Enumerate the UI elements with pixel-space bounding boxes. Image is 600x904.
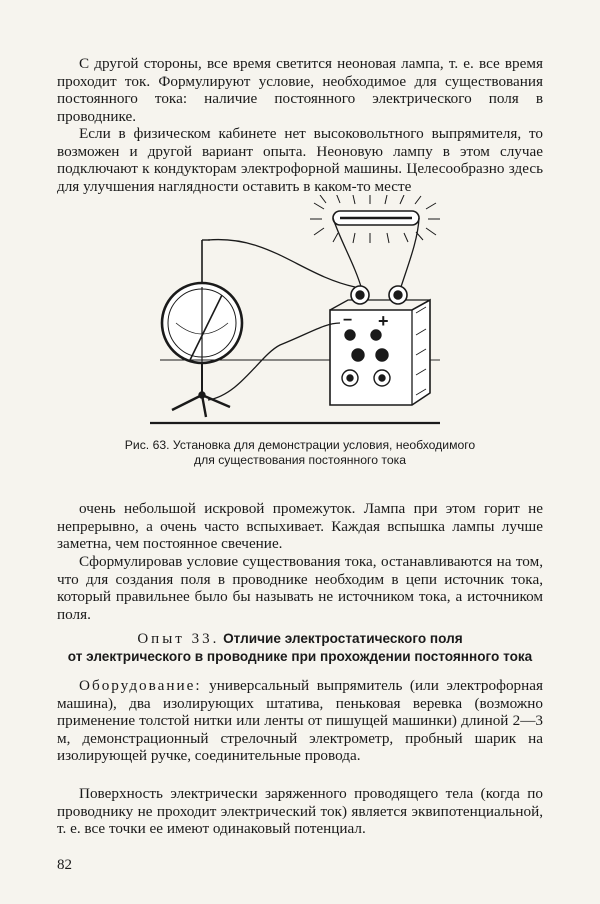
experiment-title-line2: от электрического в проводнике при прохождении постоянного тока [67,649,533,664]
rectifier-box [330,286,430,405]
experiment-title-line1: Отличие электростатического поля [223,631,463,646]
figure-63-illustration [150,195,440,430]
page-number: 82 [57,857,72,873]
figure-caption: Рис. 63. Установка для демонстрации условия, необходимого для существования постоянного тока [124,438,476,467]
plus-sign: + [378,311,389,331]
equipment-label: Оборудование: [79,677,202,694]
paragraph-spark-gap: очень небольшой искровой промежуток. Лампа при этом горит не непрерывно, а очень часто вспыхивает. Каждая вспышка лампы лучше заметна, чем постоянное свечение. [57,500,543,552]
minus-sign: − [343,312,353,329]
experiment-heading [50,630,550,666]
equipment-list: универсальный выпрямитель (или электрофорная машина), два изолирующих штатива, пеньковая веревка (возможно применение толстой нитки или ленты от пишущей машинки) длиной 2—3 м, демонстрационный стрелочный электрометр, пробный шарик на изолирующей ручке, соединительные провода. [57,677,543,764]
paragraph-constant-current-condition: С другой стороны, все время светится неоновая лампа, т. е. все время проходит ток. Формулируют условие, необходимое для существования постоянного тока: наличие постоянного электрического поля в проводнике. [57,55,543,125]
paragraph-equipotential: Поверхность электрически заряженного проводящего тела (когда по проводнику не проходит электрический ток) является эквипотенциальной, т. е. все точки ее имеют одинаковый потенциал. [57,785,543,837]
paragraph-field-source: Сформулировав условие существования тока, останавливаются на том, что для создания поля в проводнике необходим в цепи источник тока, который правильнее было бы называть не источником тока, а источником поля. [57,553,543,623]
paragraph-alternative-experiment: Если в физическом кабинете нет высоковольтного выпрямителя, то возможен и другой вариант опыта. Неоновую лампу в этом случае подключают к кондукторам электрофорной машины. Целесообразно здесь для улучшения наглядности оставить в каком-то месте [57,125,543,195]
paragraph-equipment [57,677,543,765]
neon-lamp [310,195,440,243]
experiment-number: Опыт 33. [137,631,220,647]
